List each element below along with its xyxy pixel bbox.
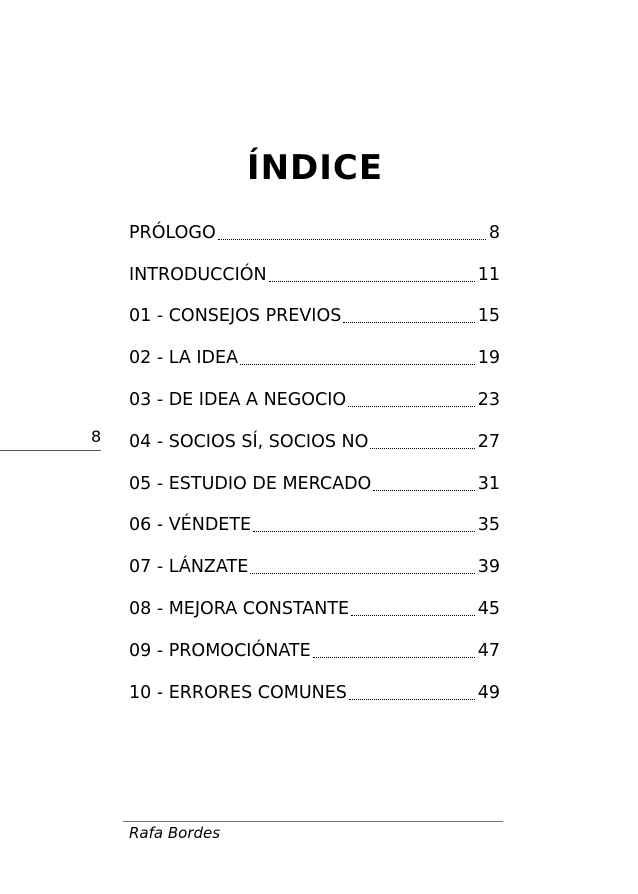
toc-entry-page: 31 xyxy=(477,473,500,494)
toc-dot-leader xyxy=(269,280,475,282)
toc-entry-chapter-03 xyxy=(129,369,500,411)
toc-dot-leader xyxy=(349,698,475,700)
toc-dot-leader xyxy=(240,363,475,365)
toc-entry-label: 06 - VÉNDETE xyxy=(129,515,252,536)
margin-divider xyxy=(0,450,101,451)
toc-entry-page: 27 xyxy=(477,431,500,452)
toc-entry-page: 19 xyxy=(477,348,500,369)
toc-entry-label: 07 - LÁNZATE xyxy=(129,557,249,578)
toc-dot-leader xyxy=(348,405,475,407)
toc-dot-leader xyxy=(218,238,486,240)
toc-entry-page: 47 xyxy=(477,640,500,661)
toc-dot-leader xyxy=(313,656,475,658)
page-title: ÍNDICE xyxy=(246,148,384,188)
toc-dot-leader xyxy=(373,489,474,491)
toc-entry-chapter-10 xyxy=(129,662,500,704)
toc-entry-introduccion xyxy=(129,244,500,286)
toc-dot-leader xyxy=(343,321,474,323)
toc-entry-page: 45 xyxy=(477,598,500,619)
toc-entry-label: 08 - MEJORA CONSTANTE xyxy=(129,598,350,619)
toc-entry-label: 05 - ESTUDIO DE MERCADO xyxy=(129,473,372,494)
toc-entry-chapter-08 xyxy=(129,578,500,620)
toc-dot-leader xyxy=(370,447,474,449)
toc-dot-leader xyxy=(253,530,475,532)
toc-entry-page: 49 xyxy=(477,682,500,703)
toc-entry-prologo xyxy=(129,202,500,244)
toc-entry-chapter-04 xyxy=(129,411,500,453)
toc-entry-label: 01 - CONSEJOS PREVIOS xyxy=(129,306,342,327)
toc-entry-page: 39 xyxy=(477,557,500,578)
toc-entry-label: INTRODUCCIÓN xyxy=(129,264,267,285)
toc-entry-chapter-05 xyxy=(129,453,500,495)
table-of-contents xyxy=(129,202,500,704)
toc-entry-page: 11 xyxy=(477,264,500,285)
toc-entry-chapter-01 xyxy=(129,286,500,328)
toc-entry-chapter-06 xyxy=(129,495,500,537)
toc-entry-label: 04 - SOCIOS SÍ, SOCIOS NO xyxy=(129,431,369,452)
toc-entry-page: 15 xyxy=(477,306,500,327)
toc-dot-leader xyxy=(250,572,474,574)
toc-entry-chapter-02 xyxy=(129,327,500,369)
toc-entry-page: 8 xyxy=(488,222,500,243)
toc-entry-label: PRÓLOGO xyxy=(129,222,216,243)
toc-entry-chapter-07 xyxy=(129,536,500,578)
toc-entry-label: 02 - LA IDEA xyxy=(129,348,239,369)
page-number: 8 xyxy=(91,427,102,446)
footer-divider xyxy=(123,821,503,822)
toc-entry-label: 09 - PROMOCIÓNATE xyxy=(129,640,311,661)
toc-entry-page: 35 xyxy=(477,515,500,536)
toc-dot-leader xyxy=(351,614,475,616)
toc-entry-label: 03 - DE IDEA A NEGOCIO xyxy=(129,389,347,410)
toc-entry-chapter-09 xyxy=(129,620,500,662)
footer-author: Rafa Bordes xyxy=(129,824,221,842)
toc-entry-label: 10 - ERRORES COMUNES xyxy=(129,682,347,703)
toc-entry-page: 23 xyxy=(477,389,500,410)
